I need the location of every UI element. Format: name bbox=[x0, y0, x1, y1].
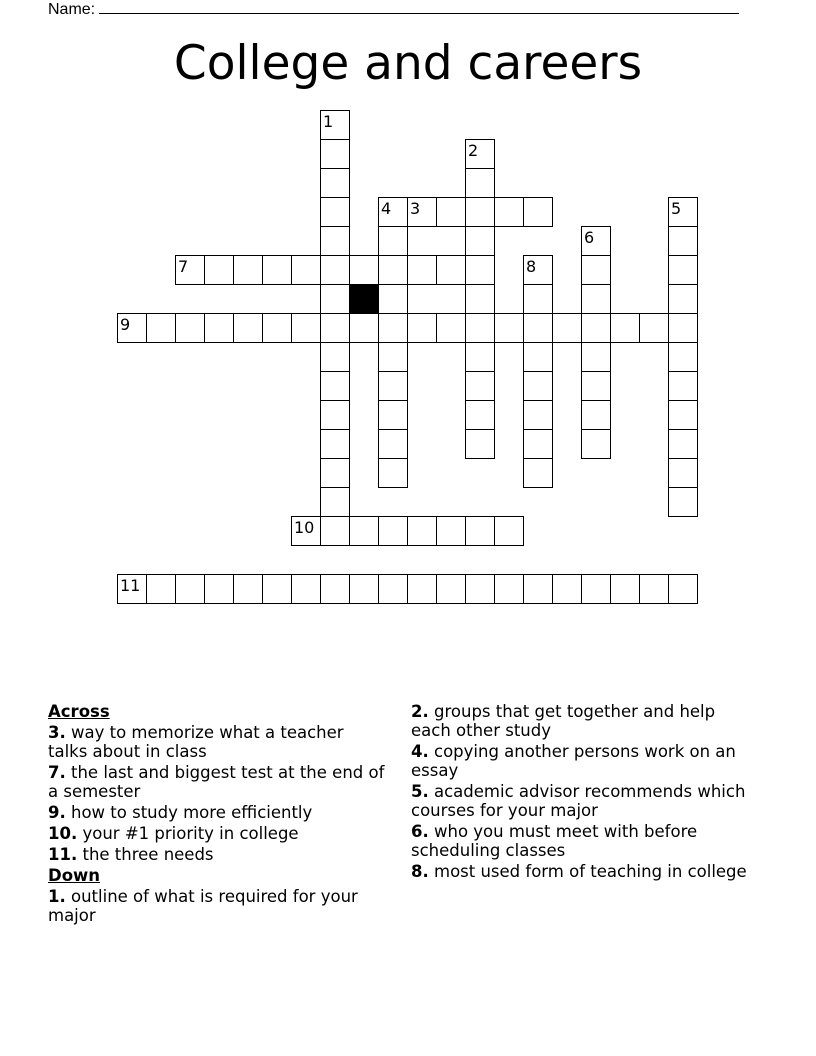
grid-cell bbox=[407, 255, 437, 285]
grid-cell bbox=[436, 197, 466, 227]
grid-cell bbox=[320, 487, 350, 517]
grid-cell bbox=[175, 313, 205, 343]
clues-left-column bbox=[48, 702, 388, 927]
grid-cell bbox=[378, 313, 408, 343]
grid-cell bbox=[378, 574, 408, 604]
grid-cell bbox=[581, 371, 611, 401]
clue-number-label: 9 bbox=[120, 315, 131, 334]
grid-cell bbox=[523, 197, 553, 227]
grid-cell bbox=[494, 197, 524, 227]
grid-cell bbox=[349, 255, 379, 285]
grid-cell bbox=[552, 574, 582, 604]
name-label: Name: bbox=[48, 1, 96, 18]
grid-cell bbox=[581, 255, 611, 285]
clue-across-11: 11. the three needs bbox=[48, 845, 214, 864]
grid-cell bbox=[523, 313, 553, 343]
grid-cell bbox=[523, 429, 553, 459]
grid-cell bbox=[378, 255, 408, 285]
grid-cell bbox=[320, 458, 350, 488]
grid-cell bbox=[465, 313, 495, 343]
grid-cell bbox=[465, 371, 495, 401]
grid-cell bbox=[668, 429, 698, 459]
clue-down-2: 2. groups that get together and help each other study bbox=[411, 702, 716, 740]
grid-cell bbox=[465, 284, 495, 314]
clue-number-label: 7 bbox=[178, 257, 189, 276]
grid-cell bbox=[668, 574, 698, 604]
grid-cell bbox=[668, 458, 698, 488]
grid-cell bbox=[639, 574, 669, 604]
grid-cell bbox=[436, 313, 466, 343]
grid-cell bbox=[610, 574, 640, 604]
grid-cell bbox=[581, 284, 611, 314]
clue-number-label: 6 bbox=[584, 228, 595, 247]
grid-cell bbox=[291, 255, 321, 285]
clue-down-8: 8. most used form of teaching in college bbox=[411, 862, 747, 881]
grid-cell bbox=[378, 400, 408, 430]
grid-cell bbox=[320, 371, 350, 401]
grid-cell bbox=[320, 226, 350, 256]
clues-right-column bbox=[411, 702, 751, 883]
grid-cell bbox=[523, 342, 553, 372]
grid-cell bbox=[436, 574, 466, 604]
grid-cell bbox=[465, 342, 495, 372]
grid-cell bbox=[581, 313, 611, 343]
grid-cell bbox=[320, 168, 350, 198]
grid-cell bbox=[175, 574, 205, 604]
grid-cell bbox=[668, 342, 698, 372]
clue-number-label: 10 bbox=[294, 518, 315, 537]
grid-cell bbox=[233, 313, 263, 343]
grid-cell bbox=[639, 313, 669, 343]
grid-cell bbox=[146, 313, 176, 343]
grid-cell bbox=[465, 255, 495, 285]
grid-cell bbox=[320, 313, 350, 343]
grid-cell bbox=[378, 371, 408, 401]
grid-cell bbox=[320, 197, 350, 227]
grid-cell bbox=[262, 574, 292, 604]
grid-cell-black bbox=[349, 284, 379, 314]
grid-cell bbox=[320, 255, 350, 285]
grid-cell bbox=[523, 371, 553, 401]
clue-number-label: 5 bbox=[671, 199, 682, 218]
clue-across-9: 9. how to study more efficiently bbox=[48, 803, 313, 822]
grid-cell bbox=[378, 342, 408, 372]
clue-down-5: 5. academic advisor recommends which courses for your major bbox=[411, 782, 746, 820]
grid-cell bbox=[378, 458, 408, 488]
clue-number-label: 3 bbox=[410, 199, 421, 218]
grid-cell bbox=[262, 255, 292, 285]
grid-cell bbox=[204, 313, 234, 343]
grid-cell bbox=[610, 313, 640, 343]
clue-down-4: 4. copying another persons work on an essay bbox=[411, 742, 736, 780]
grid-cell bbox=[436, 516, 466, 546]
grid-cell bbox=[320, 284, 350, 314]
clue-across-7: 7. the last and biggest test at the end of a semester bbox=[48, 763, 385, 801]
grid-cell bbox=[465, 429, 495, 459]
grid-cell bbox=[146, 574, 176, 604]
grid-cell bbox=[378, 516, 408, 546]
grid-cell bbox=[552, 313, 582, 343]
grid-cell bbox=[465, 574, 495, 604]
grid-cell bbox=[378, 284, 408, 314]
grid-cell bbox=[291, 313, 321, 343]
clue-across-10: 10. your #1 priority in college bbox=[48, 824, 299, 843]
grid-cell bbox=[668, 400, 698, 430]
grid-cell bbox=[465, 197, 495, 227]
grid-cell bbox=[494, 574, 524, 604]
across-heading: Across bbox=[48, 702, 110, 721]
clue-down-6: 6. who you must meet with before scheduling classes bbox=[411, 822, 698, 860]
clue-down-1: 1. outline of what is required for your major bbox=[48, 887, 358, 925]
grid-cell bbox=[204, 255, 234, 285]
grid-cell bbox=[668, 226, 698, 256]
grid-cell bbox=[465, 516, 495, 546]
grid-cell bbox=[668, 371, 698, 401]
grid-cell bbox=[349, 574, 379, 604]
grid-cell bbox=[523, 458, 553, 488]
grid-cell bbox=[349, 516, 379, 546]
grid-cell bbox=[668, 487, 698, 517]
clue-number-label: 1 bbox=[323, 112, 334, 131]
page-title: College and careers bbox=[173, 36, 643, 91]
grid-cell bbox=[668, 313, 698, 343]
grid-cell bbox=[465, 226, 495, 256]
grid-cell bbox=[349, 313, 379, 343]
grid-cell bbox=[668, 255, 698, 285]
grid-cell bbox=[494, 313, 524, 343]
grid-cell bbox=[407, 574, 437, 604]
grid-cell bbox=[581, 400, 611, 430]
grid-cell bbox=[233, 574, 263, 604]
grid-cell bbox=[320, 139, 350, 169]
grid-cell bbox=[407, 313, 437, 343]
grid-cell bbox=[204, 574, 234, 604]
grid-cell bbox=[407, 516, 437, 546]
grid-cell bbox=[320, 516, 350, 546]
grid-cell bbox=[262, 313, 292, 343]
grid-cell bbox=[523, 574, 553, 604]
grid-cell bbox=[581, 429, 611, 459]
down-heading: Down bbox=[48, 866, 101, 885]
grid-cell bbox=[581, 574, 611, 604]
clue-number-label: 2 bbox=[468, 141, 479, 160]
grid-cell bbox=[291, 574, 321, 604]
clue-number-label: 4 bbox=[381, 199, 392, 218]
grid-cell bbox=[465, 168, 495, 198]
clue-across-3: 3. way to memorize what a teacher talks about in class bbox=[48, 723, 344, 761]
grid-cell bbox=[523, 400, 553, 430]
grid-cell bbox=[465, 400, 495, 430]
clue-number-label: 8 bbox=[526, 257, 537, 276]
grid-cell bbox=[320, 429, 350, 459]
grid-cell bbox=[494, 516, 524, 546]
grid-cell bbox=[378, 429, 408, 459]
grid-cell bbox=[581, 342, 611, 372]
grid-cell bbox=[668, 284, 698, 314]
grid-cell bbox=[378, 226, 408, 256]
grid-cell bbox=[436, 255, 466, 285]
clue-number-label: 11 bbox=[120, 576, 141, 595]
grid-cell bbox=[523, 284, 553, 314]
grid-cell bbox=[320, 574, 350, 604]
grid-cell bbox=[320, 400, 350, 430]
grid-cell bbox=[233, 255, 263, 285]
grid-cell bbox=[320, 342, 350, 372]
